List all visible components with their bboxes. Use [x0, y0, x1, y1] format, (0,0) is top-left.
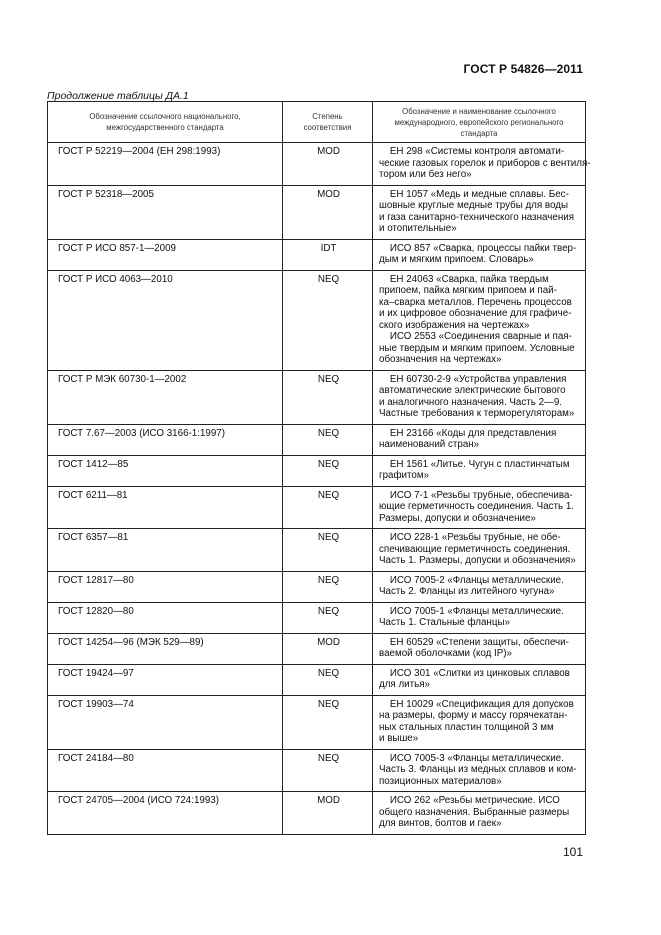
national-standard-cell: ГОСТ Р 52219—2004 (ЕН 298:1993) — [48, 143, 283, 186]
cell-text-line: ИСО 857 «Сварка, процессы пайки твер- — [379, 242, 577, 254]
international-standard-cell — [373, 370, 586, 424]
degree-cell: NEQ — [283, 695, 373, 749]
cell-text-line: ИСО 7005-1 «Фланцы металлические. — [379, 605, 564, 617]
table-row — [48, 571, 586, 602]
cell-text-line: ИСО 262 «Резьбы метрические. ИСО — [379, 795, 560, 806]
cell-text-line: ИСО 7005-3 «Фланцы металлические. — [379, 752, 564, 764]
cell-text-line: обозначения на чертежах» — [379, 354, 502, 365]
cell-text-line: для литья» — [379, 679, 430, 690]
cell-text-line: и выше» — [379, 733, 419, 744]
degree-cell: MOD — [283, 792, 373, 835]
international-standard-cell — [373, 602, 586, 633]
cell-text-line: тором или без него» — [379, 169, 472, 180]
cell-text-line: шовные круглые медные трубы для воды — [379, 200, 569, 211]
cell-text-line: автоматические электрические бытового — [379, 385, 566, 396]
table-row — [48, 792, 586, 835]
cell-text-line: ИСО 2553 «Соединения сварные и пая- — [379, 331, 572, 342]
degree-cell: IDT — [283, 239, 373, 270]
cell-text-line: ИСО 7-1 «Резьбы трубные, обеспечива- — [379, 489, 573, 501]
cell-text-line: дым и мягким припоем. Словарь» — [379, 254, 534, 265]
table-row — [48, 633, 586, 664]
cell-text-line: Часть 2. Фланцы из литейного чугуна» — [379, 586, 555, 597]
degree-cell: NEQ — [283, 270, 373, 370]
cell-text-line: Часть 1. Размеры, допуски и обозначения» — [379, 555, 576, 566]
national-standard-cell: ГОСТ Р ИСО 857-1—2009 — [48, 239, 283, 270]
degree-cell: NEQ — [283, 602, 373, 633]
international-standard-cell — [373, 792, 586, 835]
cell-text-line: ЕН 298 «Системы контроля автомати- — [379, 146, 565, 157]
international-standard-cell — [373, 529, 586, 572]
international-standard-cell — [373, 749, 586, 792]
header-international-standard: Обозначение и наименование ссылочного международного, европейского регионального стандарта — [373, 102, 586, 143]
table-row — [48, 270, 586, 370]
national-standard-cell: ГОСТ 1412—85 — [48, 455, 283, 486]
cell-text-line: позиционных материалов» — [379, 775, 502, 787]
table-row — [48, 486, 586, 529]
cell-text-line: и отопительные» — [379, 223, 457, 234]
cell-text-line: Часть 3. Фланцы из медных сплавов и ком- — [379, 764, 577, 775]
national-standard-cell: ГОСТ Р 52318—2005 — [48, 185, 283, 239]
degree-cell: NEQ — [283, 424, 373, 455]
degree-cell: NEQ — [283, 370, 373, 424]
table-row — [48, 749, 586, 792]
cell-text-line: и аналогичного назначения. Часть 2—9. — [379, 396, 562, 408]
cell-text-line: и газа санитарно-технического назначения — [379, 211, 575, 223]
degree-cell: MOD — [283, 633, 373, 664]
table-row — [48, 424, 586, 455]
cell-text-line: ИСО 7005-2 «Фланцы металлические. — [379, 574, 564, 586]
cell-text-line: для винтов, болтов и гаек» — [379, 818, 502, 829]
cell-text-line: ЕН 1561 «Литье. Чугун с пластинчатым — [379, 458, 570, 470]
international-standard-cell — [373, 185, 586, 239]
national-standard-cell: ГОСТ Р ИСО 4063—2010 — [48, 270, 283, 370]
international-standard-cell — [373, 239, 586, 270]
international-standard-cell — [373, 270, 586, 370]
degree-cell: MOD — [283, 143, 373, 186]
cell-text-line: спечивающие герметичность соединения. — [379, 543, 571, 555]
header-degree: Степень соответствия — [283, 102, 373, 143]
national-standard-cell: ГОСТ 19424—97 — [48, 664, 283, 695]
degree-cell: NEQ — [283, 486, 373, 529]
international-standard-cell — [373, 633, 586, 664]
national-standard-cell: ГОСТ 6357—81 — [48, 529, 283, 572]
cell-text-line: ющие герметичность соединения. Часть 1. — [379, 501, 575, 512]
table-caption: Продолжение таблицы ДА.1 — [47, 90, 189, 102]
table-header-row — [48, 102, 586, 143]
cell-text-line: ческие газовых горелок и приборов с вентиля- — [379, 157, 591, 169]
table-row — [48, 239, 586, 270]
cell-text-line: ИСО 228-1 «Резьбы трубные, не обе- — [379, 532, 561, 543]
table-row — [48, 664, 586, 695]
table-row — [48, 602, 586, 633]
national-standard-cell: ГОСТ 12820—80 — [48, 602, 283, 633]
table-row — [48, 143, 586, 186]
international-standard-cell — [373, 664, 586, 695]
cell-text-line: Размеры, допуски и обозначение» — [379, 512, 536, 524]
document-code: ГОСТ Р 54826—2011 — [463, 62, 583, 76]
degree-cell: NEQ — [283, 749, 373, 792]
table-row — [48, 455, 586, 486]
table-row — [48, 370, 586, 424]
cell-text-line: ваемой оболочками (код IP)» — [379, 648, 513, 659]
national-standard-cell: ГОСТ 24705—2004 (ИСО 724:1993) — [48, 792, 283, 835]
national-standard-cell: ГОСТ 7.67—2003 (ИСО 3166-1:1997) — [48, 424, 283, 455]
national-standard-cell: ГОСТ 12817—80 — [48, 571, 283, 602]
international-standard-cell — [373, 143, 591, 186]
cell-text-line: ЕН 60730-2-9 «Устройства управления — [379, 373, 567, 385]
cell-text-line: ЕН 10029 «Спецификация для допусков — [379, 698, 574, 710]
cell-text-line: и их цифровое обозначение для графиче- — [379, 308, 572, 319]
degree-cell: NEQ — [283, 529, 373, 572]
cell-text-line: ка–сварка металлов. Перечень процессов — [379, 296, 572, 308]
cell-text-line: ЕН 23166 «Коды для представления — [379, 427, 557, 439]
degree-cell: NEQ — [283, 664, 373, 695]
page-number: 101 — [562, 845, 583, 859]
cell-text-line: ЕН 24063 «Сварка, пайка твердым — [379, 273, 549, 285]
cell-text-line: ИСО 301 «Слитки из цинковых сплавов — [379, 667, 570, 679]
cell-text-line: Частные требования к терморегуляторам» — [379, 408, 575, 419]
cell-text-line: наименований стран» — [379, 439, 480, 450]
degree-cell: MOD — [283, 185, 373, 239]
cell-text-line: ЕН 1057 «Медь и медные сплавы. Бес- — [379, 188, 569, 200]
cell-text-line: графитом» — [379, 470, 430, 481]
cell-text-line: общего назначения. Выбранные размеры — [379, 806, 570, 818]
national-standard-cell: ГОСТ 14254—96 (МЭК 529—89) — [48, 633, 283, 664]
table-row — [48, 185, 586, 239]
cell-text-line: ные твердым и мягким припоем. Условные — [379, 342, 575, 354]
international-standard-cell — [373, 695, 586, 749]
cell-text-line: ского изображения на чертежах» — [379, 319, 530, 331]
table-body — [48, 143, 591, 835]
national-standard-cell: ГОСТ 6211—81 — [48, 486, 283, 529]
international-standard-cell — [373, 455, 586, 486]
table-row — [48, 695, 586, 749]
international-standard-cell — [373, 424, 586, 455]
national-standard-cell: ГОСТ Р МЭК 60730-1—2002 — [48, 370, 283, 424]
international-standard-cell — [373, 486, 586, 529]
degree-cell: NEQ — [283, 455, 373, 486]
cell-text-line: на размеры, форму и массу горячекатан- — [379, 710, 568, 721]
cell-text-line: припоем, пайка мягким припоем и пай- — [379, 285, 557, 296]
international-standard-cell — [373, 571, 586, 602]
national-standard-cell: ГОСТ 24184—80 — [48, 749, 283, 792]
cell-text-line: ЕН 60529 «Степени защиты, обеспечи- — [379, 636, 569, 648]
table-row — [48, 529, 586, 572]
national-standard-cell: ГОСТ 19903—74 — [48, 695, 283, 749]
cell-text-line: Часть 1. Стальные фланцы» — [379, 617, 510, 628]
reference-table — [47, 101, 591, 835]
degree-cell: NEQ — [283, 571, 373, 602]
cell-text-line: ных стальных пластин толщиной 3 мм — [379, 721, 554, 733]
header-national-standard: Обозначение ссылочного национального, межгосударственного стандарта — [48, 102, 283, 143]
